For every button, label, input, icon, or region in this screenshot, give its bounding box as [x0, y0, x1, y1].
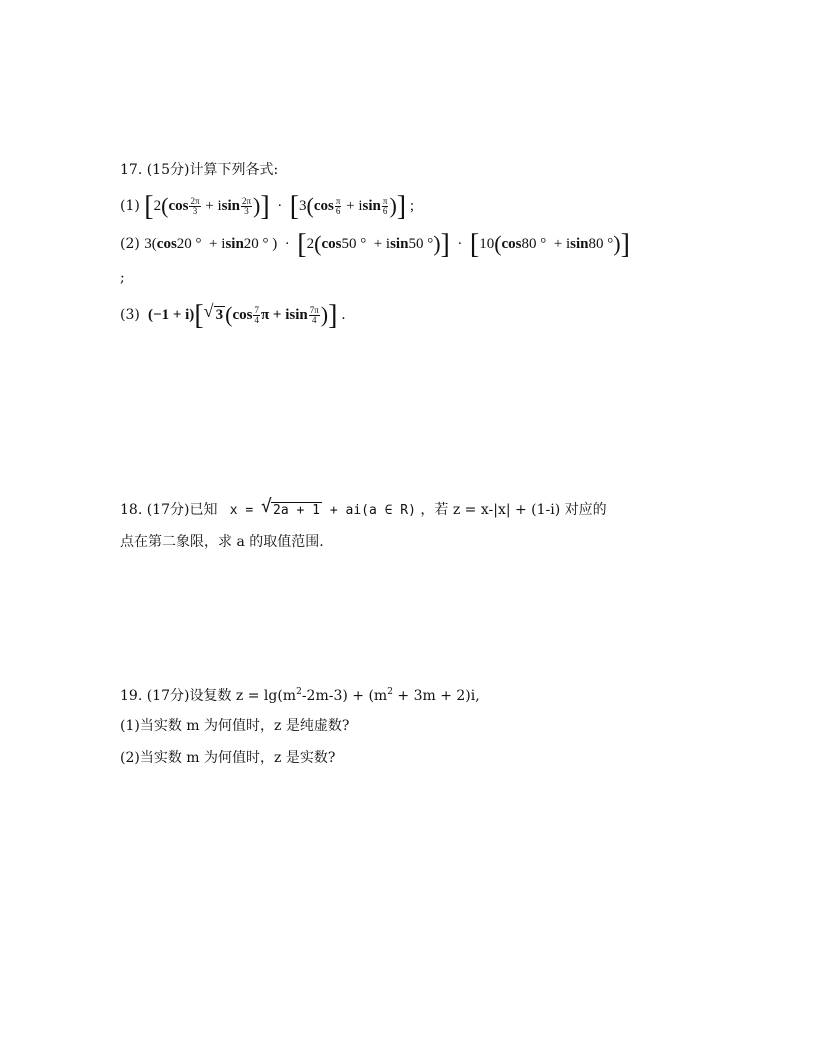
q19-exponent-1: 2 [296, 687, 302, 697]
q17-part1-expression: [2(cos $\frac{2\pi}{3}$ + isin $\frac{2\pi}{3}$ )] · [3(cos $\frac{\pi}{6}$ + isin $\frac{\pi}{6}$ )] ; [144, 191, 415, 222]
q18-intro: 18. (17分)已知 [120, 502, 218, 518]
q18-condition: ，若 z = x-|x| + (1-i) 对应的 [420, 502, 607, 518]
q18-x-definition: x = √ 2a + 1 + ai(a ∈ R) [221, 496, 416, 518]
q17-part3-end: . [341, 307, 346, 323]
q19-header [120, 686, 480, 706]
q17-part1 [120, 191, 415, 222]
q19-header-mid: -2m-3) + (m [301, 688, 388, 704]
q17-header: 17. (15分)计算下列各式: [120, 162, 279, 178]
q17-part2-tail: ; [120, 270, 125, 286]
q19-sub1: (1)当实数 m 为何值时，z 是纯虚数? [120, 718, 350, 734]
q19-exponent-2: 2 [387, 687, 393, 697]
q17-part1-label: (1) [120, 198, 140, 214]
q19-header-end: + 3m + 2)i, [392, 688, 480, 704]
q17-part3-expression: (−1 + i)[ √ 3(cos $\frac{7}{4}$ π + isin $\frac{7\pi}{4}$ )] [144, 300, 338, 331]
q17-part3-label: (3) [120, 307, 140, 323]
q19-sub2: (2)当实数 m 为何值时，z 是实数? [120, 750, 336, 766]
q19-header-start: 19. (17分)设复数 z = lg(m [120, 688, 297, 704]
q17-part2-expression: 3(cos20 ° + isin20 ° ) · [2(cos50 ° + isin50 °)] · [10(cos80 ° + isin80 °)] [144, 229, 630, 260]
q18-line2: 点在第二象限，求 a 的取值范围. [120, 534, 324, 550]
q17-part3 [120, 300, 346, 331]
q17-part2-label: (2) [120, 236, 140, 252]
q18-line1 [120, 496, 607, 521]
q17-part2 [120, 229, 630, 260]
